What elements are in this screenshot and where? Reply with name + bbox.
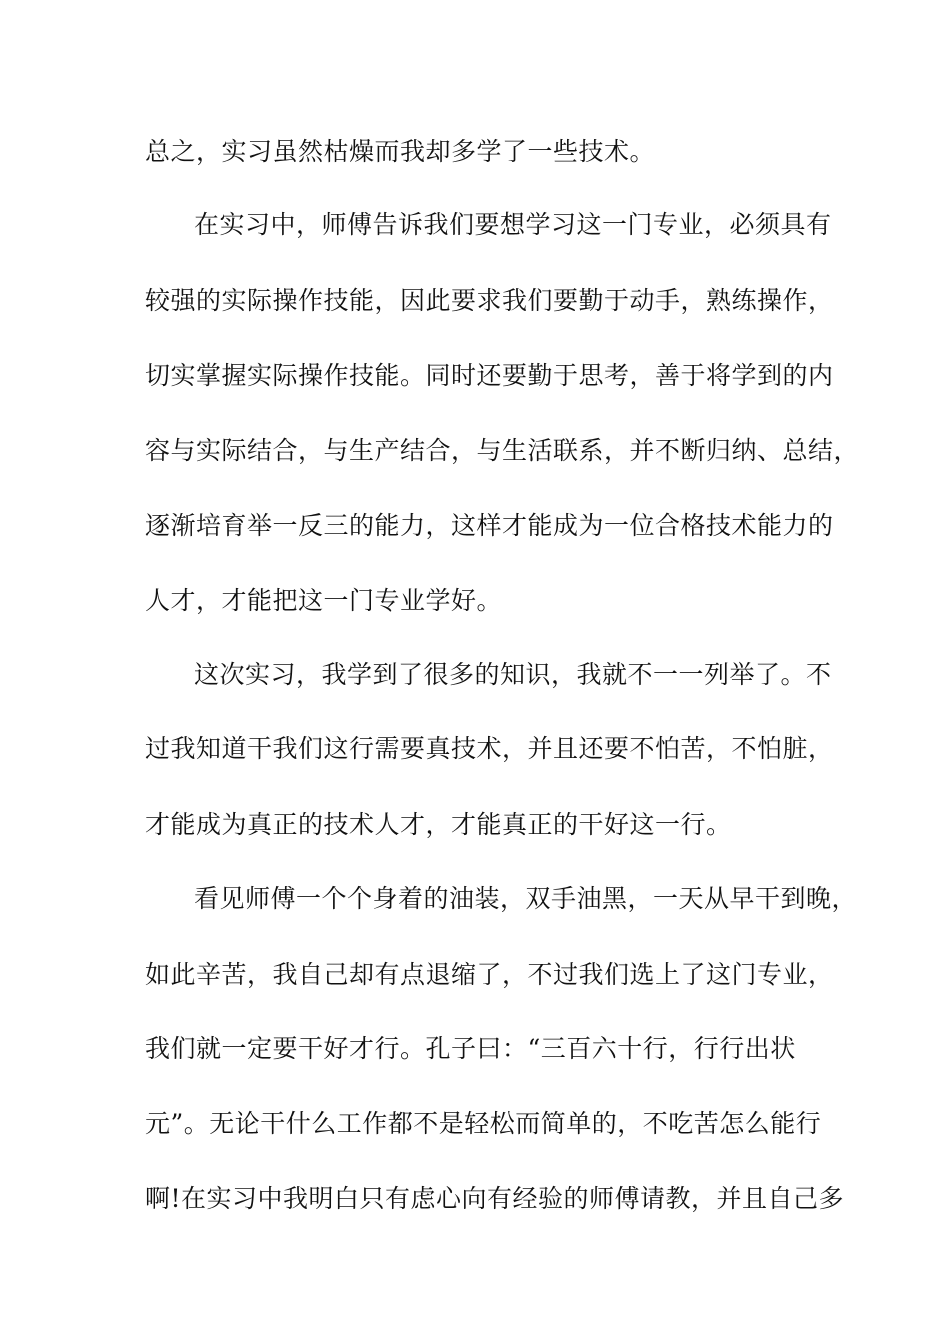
text-line: 切实掌握实际操作技能。同时还要勤于思考，善于将学到的内 bbox=[145, 361, 834, 390]
text-line: 啊!在实习中我明白只有虑心向有经验的师傅请教，并且自己多 bbox=[145, 1184, 845, 1213]
text-line: 我们就一定要干好才行。孔子曰：“三百六十行，行行出状 bbox=[145, 1034, 796, 1063]
text-line: 逐渐培育举一反三的能力，这样才能成为一位合格技术能力的 bbox=[145, 511, 834, 540]
text-line: 总之，实习虽然枯燥而我却多学了一些技术。 bbox=[145, 137, 656, 166]
paragraph-start-line: 看见师傅一个个身着的油装，双手油黑，一天从早干到晚， bbox=[194, 884, 858, 913]
text-line: 较强的实际操作技能，因此要求我们要勤于动手，熟练操作， bbox=[145, 286, 834, 315]
paragraph-start-line: 在实习中，师傅告诉我们要想学习这一门专业，必须具有 bbox=[194, 210, 832, 239]
text-line: 如此辛苦，我自己却有点退缩了，不过我们选上了这门专业， bbox=[145, 960, 834, 989]
text-line: 才能成为真正的技术人才，才能真正的干好这一行。 bbox=[145, 810, 732, 839]
text-line: 过我知道干我们这行需要真技术，并且还要不怕苦，不怕脏， bbox=[145, 734, 834, 763]
text-line: 元”。无论干什么工作都不是轻松而简单的，不吃苦怎么能行 bbox=[145, 1109, 822, 1138]
paragraph-start-line: 这次实习，我学到了很多的知识，我就不一一列举了。不 bbox=[194, 660, 832, 689]
text-line: 容与实际结合，与生产结合，与生活联系，并不断归纳、总结， bbox=[145, 436, 860, 465]
text-line: 人才，才能把这一门专业学好。 bbox=[145, 586, 503, 615]
